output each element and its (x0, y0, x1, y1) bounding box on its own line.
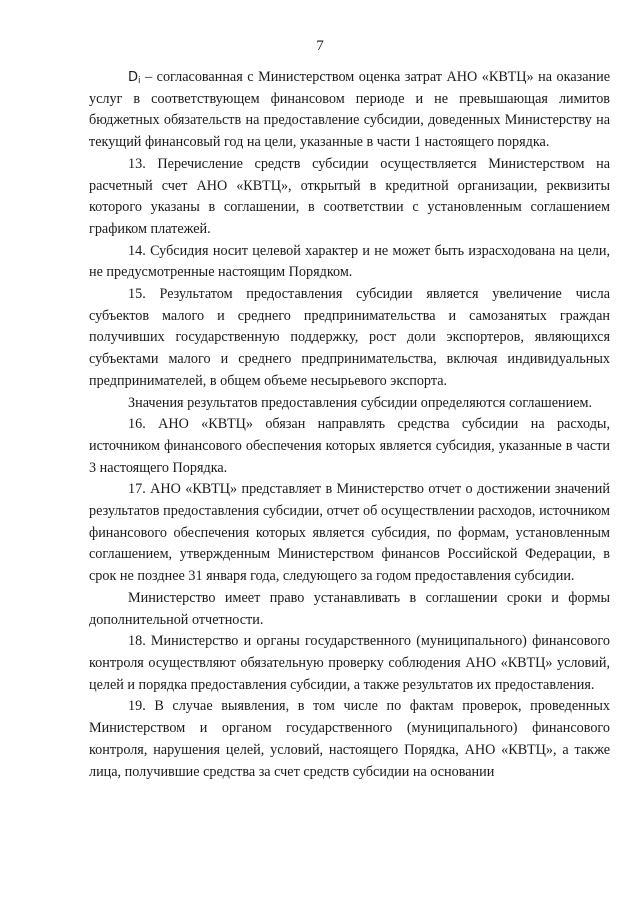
paragraph-number: 19. (128, 698, 146, 715)
paragraph-text: Министерство имеет право устанавливать в соглашении сроки и формы дополнительной отчетности. (89, 589, 610, 628)
paragraph-di-definition (89, 67, 610, 154)
paragraph-number: 13. (128, 155, 146, 172)
paragraph-text: – согласованная с Министерством оценка затрат АНО «КВТЦ» на оказание услуг в соответствующем финансовом периоде и не превышающая лимитов бюджетных обязательств на предоставление субсидии, доведенных Министерству на текущий финансовый год на цели, указанные в части 1 настоящего порядка. (89, 69, 610, 151)
paragraph-text: Результатом предоставления субсидии является увеличение числа субъектов малого и среднего предпринимательства и самозанятых граждан получивших государственную поддержку, рост доли экспортеров, являющихся субъектами малого и среднего предпринимательства, включая индивидуальных предпринимателей, в общем объеме несырьевого экспорта. (89, 286, 610, 389)
paragraph-16 (89, 414, 610, 479)
paragraph-17-additional (89, 588, 610, 631)
paragraph-18 (89, 631, 610, 696)
paragraph-text: АНО «КВТЦ» представляет в Министерство отчет о достижении значений результатов предоставления субсидии, отчет об осуществлении расходов, источником финансового обеспечения которых является субсидия, по формам, установленным соглашением, утвержденным Министерством финансов Российской Федерации, в срок не позднее 31 января года, следующего за годом предоставления субсидии. (89, 481, 610, 585)
paragraph-15-results (89, 393, 610, 415)
paragraph-number: 16. (128, 416, 146, 433)
document-body (89, 67, 610, 783)
paragraph-text: Министерство и органы государственного (муниципального) финансового контроля осуществляют обязательную проверку соблюдения АНО «КВТЦ» условий, целей и порядка предоставления субсидии, а также результатов их предоставления. (89, 633, 610, 693)
paragraph-number: 18. (128, 633, 146, 650)
paragraph-number: 17. (128, 481, 146, 498)
page-number: 7 (316, 38, 324, 54)
paragraph-text: В случае выявления, в том числе по фактам проверок, проведенных Министерством и органом государственного (муниципального) финансового контроля, нарушения целей, условий, настоящего Порядка, АНО «КВТЦ», а также лица, получившие средства за счет средств субсидии на основании (89, 698, 610, 780)
paragraph-text: АНО «КВТЦ» обязан направлять средства субсидии на расходы, источником финансового обеспечения которых является субсидия, указанные в части 3 настоящего Порядка. (89, 416, 610, 476)
paragraph-14 (89, 241, 610, 284)
formula-symbol-subscript: i (138, 76, 141, 86)
formula-symbol-letter: D (128, 70, 139, 85)
paragraph-17 (89, 479, 610, 588)
paragraph-number: 14. (128, 242, 146, 259)
paragraph-15 (89, 284, 610, 393)
formula-symbol (128, 70, 141, 85)
paragraph-text: Перечисление средств субсидии осуществляется Министерством на расчетный счет АНО «КВТЦ», открытый в кредитной организации, реквизиты которого указаны в соглашении, в соответствии с установленным соглашением графиком платежей. (89, 155, 611, 237)
paragraph-text: Субсидия носит целевой характер и не может быть израсходована на цели, не предусмотренные настоящим Порядком. (89, 242, 611, 281)
paragraph-13 (89, 154, 610, 241)
paragraph-19 (89, 696, 610, 783)
paragraph-text: Значения результатов предоставления субсидии определяются соглашением. (128, 394, 593, 411)
paragraph-number: 15. (128, 286, 146, 303)
